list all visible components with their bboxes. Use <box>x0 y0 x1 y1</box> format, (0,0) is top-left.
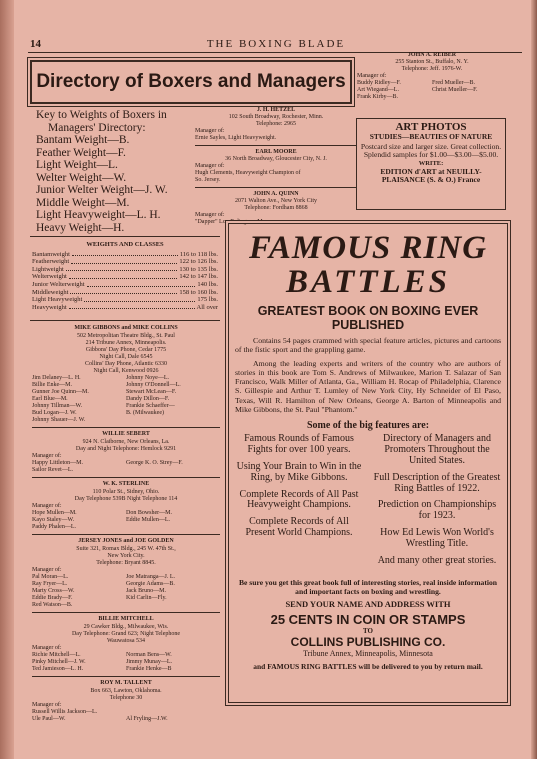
art-photos-edition: EDITION d'ART at NEUILLY-PLAISANCE (S. & O.) France <box>380 166 482 185</box>
weight-key-item: Light Heavyweight—L. H. <box>36 209 161 221</box>
manager-address-line: Telephone: Bryant 8845. <box>96 560 156 566</box>
boxer-row <box>32 666 220 673</box>
boxer-row <box>32 410 220 417</box>
boxer-entry: Richie Mitchell—L. <box>32 652 81 658</box>
middle-managers-column <box>195 104 357 226</box>
boxer-row <box>32 652 220 659</box>
boxer-row <box>32 595 220 602</box>
manager-address-line: Night Call, Kenwood 0926 <box>93 368 159 374</box>
weight-range: 130 to 135 lbs. <box>179 265 218 273</box>
boxer-entry: Johnny Shauer—J. W. <box>32 417 86 423</box>
weight-row <box>32 266 218 274</box>
page-number: 14 <box>30 38 41 50</box>
boxer-entry: Jack Bruno—M. <box>126 588 166 594</box>
boxer-row <box>32 417 220 424</box>
boxer-entry: Norman Bens—W. <box>126 652 172 658</box>
reiber-boxers <box>357 80 507 101</box>
ad-title-line-2: BATTLES <box>285 264 451 300</box>
weights-rows <box>32 251 218 312</box>
manager-label: Manager of: <box>32 702 62 708</box>
weight-row <box>32 296 218 304</box>
manager-name: W. K. STERLINE <box>102 481 150 487</box>
boxer-entry: Paddy Phalen—L. <box>32 524 76 530</box>
manager-label: Russell Willis Jackson—L. <box>32 709 98 715</box>
boxer-row <box>32 396 220 403</box>
manager-address-line: New York City. <box>107 553 145 559</box>
boxer-entry: Georgie Adams—B. <box>126 581 175 587</box>
leader-dots <box>70 289 177 295</box>
boxer-entry: Marty Cross—W. <box>32 588 75 594</box>
boxer-entry: Ted Jamieson—L. H. <box>32 666 84 672</box>
divider <box>195 145 357 146</box>
weight-key-heading-2: Managers' Directory: <box>48 121 146 134</box>
manager-label: Manager of: <box>32 503 62 509</box>
divider <box>32 676 220 677</box>
reiber-address: 255 Stanton St., Buffalo, N. Y. <box>395 59 469 65</box>
weights-table <box>32 241 218 311</box>
boxer-entry: Joe Matranga—J. L. <box>126 574 175 580</box>
manager-label: Manager of: <box>32 645 62 651</box>
ad-features-heading: Some of the big features are: <box>306 420 430 432</box>
manager-line: Manager of: <box>195 128 225 134</box>
boxer-row <box>32 517 220 524</box>
manager-label: Manager of: <box>32 567 62 573</box>
feature-item: Prediction on Championships for 1923. <box>377 499 497 522</box>
leader-dots <box>69 273 177 279</box>
boxer-row <box>32 659 220 666</box>
boxer-row <box>32 375 220 382</box>
boxer-row <box>32 716 220 723</box>
manager-address-line: Wauwatosa 534 <box>106 638 145 644</box>
manager-line: 2071 Walton Ave., New York City <box>235 198 317 204</box>
feature-item: How Ed Lewis Won World's Wrestling Title. <box>380 526 494 549</box>
boxer-row <box>32 574 220 581</box>
boxer-row <box>32 510 220 517</box>
reiber-phone: Telephone: Jeff. 1976-W. <box>401 66 463 72</box>
boxer-entry: Ule Paul—W. <box>32 716 66 722</box>
feature-item: Directory of Managers and Promoters Throughout the United States. <box>382 433 491 466</box>
weight-class: Lightweight <box>32 265 64 273</box>
divider <box>32 477 220 478</box>
manager-address-line: Suite 321, Romax Bldg., 245 W. 47th St., <box>76 546 176 552</box>
ad-features-right <box>373 434 501 572</box>
manager-listing <box>32 616 220 673</box>
manager-line: Manager of: <box>195 163 225 169</box>
manager-address-line: 29 Cawker Bldg., Milwaukee, Wis. <box>83 624 169 630</box>
running-title: THE BOXING BLADE <box>206 38 346 50</box>
page-edge <box>531 0 537 759</box>
ad-title-line-1: FAMOUS RING <box>248 230 488 266</box>
feature-item: Complete Records of All Past Heavyweight Champions. <box>239 488 359 511</box>
ad-company: COLLINS PUBLISHING CO. <box>290 635 446 650</box>
divider <box>32 427 220 428</box>
boxer-entry: Buddy Ridley—F. <box>357 80 401 86</box>
feature-item: Full Description of the Greatest Ring Battles of 1922. <box>373 471 501 494</box>
boxer-entry: Earl Blue—M. <box>32 396 68 402</box>
manager-line: "Dapper" Lou Rolinger—M. <box>195 219 265 225</box>
boxer-entry: Happy Littleton—M. <box>32 460 83 466</box>
manager-line: 36 North Broadway, Gloucester City, N. J. <box>225 156 327 162</box>
leader-dots <box>87 281 196 287</box>
ad-paragraph-2: Among the leading experts and writers of the country who are authors of stories in this book are Tom S. Andrews of Milwaukee, Marion T. Salazar of San Francisco, Walk Miller of Atlanta, Ga., William H. Rocap of Philadelphia, Clarence S. Gillespie and Arthur T. Lumley of New York City, Hy Schneider of El Paso, Texas, Will R. Hamilton of New Orleans, George A. Barton of Minneapolis and Mike Gibbons, the St. Paul "Phantom." <box>235 358 501 415</box>
manager-listing <box>32 680 220 723</box>
boxer-entry: Christ Mueller—F. <box>432 87 478 93</box>
boxer-entry: Stewart McLean—F. <box>126 389 177 395</box>
manager-address-line: Gibbons' Day Phone, Cedar 1775 <box>85 347 167 353</box>
weight-key-item: Middle Weight—M. <box>36 196 130 209</box>
manager-name: BILLIE MITCHELL <box>98 616 154 622</box>
weight-key-heading-1: Key to Weights of Boxers in <box>36 109 167 121</box>
boxer-entry: Pal Moran—L. <box>32 574 69 580</box>
weight-range: 175 lbs. <box>197 296 218 304</box>
boxer-entry <box>432 94 507 101</box>
boxer-row <box>357 94 507 101</box>
weight-class: Bantamweight <box>32 250 70 258</box>
manager-line: Manager of: <box>195 212 225 218</box>
boxer-entry: Johnny Noye—L. <box>126 375 169 381</box>
weight-class: Light Heavyweight <box>32 296 83 304</box>
leader-dots <box>84 296 195 302</box>
boxer-entry: Frankie Henke—B <box>126 666 172 672</box>
manager-address-line: Collins' Day Phone, Atlantic 6330 <box>85 361 167 367</box>
boxer-row <box>32 588 220 595</box>
weight-class: Featherweight <box>32 258 70 266</box>
boxer-entry: Johnny O'Donnell—L. <box>126 382 181 388</box>
ad-features <box>235 434 501 572</box>
weight-range: 122 to 126 lbs. <box>179 258 218 266</box>
manager-listing <box>32 431 220 474</box>
boxer-row <box>32 467 220 474</box>
weight-key-item: Heavy Weight—H. <box>36 221 125 234</box>
manager-address-line: 214 Tribune Annex, Minneapolis. <box>85 340 167 346</box>
manager-name: JERSEY JONES and JOE GOLDEN <box>78 538 174 544</box>
art-photos-body: Postcard size and larger size. Great collection. Splendid samples for $1.00—$3.00—$5.00. <box>360 141 502 160</box>
page-header <box>30 38 522 52</box>
manager-name: ROY M. TALLENT <box>100 680 152 686</box>
boxer-row <box>32 460 220 467</box>
boxer-row <box>32 602 220 609</box>
manager-name: EARL MOORE <box>255 149 297 155</box>
ad-paragraph-3: Be sure you get this great book full of interesting stories, real inside information and important facts on boxing and wrestling. <box>238 578 498 597</box>
boxer-entry: Ray Fryer—L. <box>32 581 68 587</box>
manager-address-line: Night Call, Dale 6545 <box>99 354 153 360</box>
manager-address-line: 110 Polar St., Sidney, Ohio. <box>92 489 160 495</box>
boxer-row <box>32 524 220 531</box>
manager-label: Manager of: <box>32 453 62 459</box>
weight-key-item: Light Weight—L. <box>36 159 118 171</box>
boxer-row <box>32 382 220 389</box>
manager-line: 102 South Broadway, Rochester, Minn. <box>228 114 324 120</box>
boxer-entry: Fred Mueller—B. <box>432 80 475 86</box>
feature-item: Complete Records of All Present World Champions. <box>245 516 353 538</box>
art-photos-write: WRITE: <box>418 159 444 167</box>
boxer-entry: George K. O. Strey—F. <box>126 460 183 466</box>
weight-class: Middleweight <box>32 288 69 296</box>
directory-title-box <box>30 60 352 104</box>
ad-features-left <box>235 434 363 572</box>
manager-listing <box>195 149 357 184</box>
manager-listing <box>32 538 220 609</box>
boxer-entry: Jimmy Munay—L. <box>126 659 172 665</box>
boxer-entry: Johnny Tillman—W. <box>32 403 83 409</box>
boxer-row <box>32 581 220 588</box>
boxer-entry: Sailor Revet—L. <box>32 467 73 473</box>
divider <box>32 612 220 613</box>
manager-line: Telephone: Fordham 8868 <box>244 205 308 211</box>
boxer-row <box>32 389 220 396</box>
boxer-row <box>357 87 507 94</box>
manager-address-line: Day Telephone: Grand 623; Night Telephone <box>71 631 181 637</box>
divider <box>32 534 220 535</box>
weight-range: All over <box>196 303 218 311</box>
reiber-listing <box>357 52 507 101</box>
feature-item: Famous Rounds of Famous Fights for over 100 years. <box>244 433 354 456</box>
weight-row <box>32 281 218 289</box>
leader-dots <box>66 266 178 272</box>
manager-line: Telephone: 2965 <box>255 121 297 127</box>
art-photos-box <box>356 118 506 210</box>
manager-name: JOHN A. QUINN <box>253 191 299 197</box>
boxer-entry <box>126 602 220 609</box>
feature-item: Using Your Brain to Win in the Ring, by Mike Gibbons. <box>236 460 362 483</box>
boxer-entry: Eddie Brady—F. <box>32 595 73 601</box>
weight-range: 142 to 147 lbs. <box>179 273 218 281</box>
manager-listing <box>195 107 357 142</box>
manager-address-line: 924 N. Claiborne, New Orleans, La. <box>82 439 170 445</box>
weight-class: Welterweight <box>32 273 67 281</box>
weight-row <box>32 289 218 297</box>
weight-key-item: Welter Weight—W. <box>36 171 127 184</box>
boxer-entry: Hope Mullen—M. <box>32 510 77 516</box>
boxer-entry: Al Fryling—J.W. <box>126 716 168 722</box>
ad-to: TO <box>363 627 373 636</box>
boxer-entry: Red Watson—B. <box>32 602 73 608</box>
manager-address-line: 502 Metropolitan Theatre Bldg., St. Paul <box>77 333 175 339</box>
page-binding <box>0 0 14 759</box>
boxer-entry: Kid Carlin—Fly. <box>126 595 167 601</box>
weight-row <box>32 258 218 266</box>
weights-heading: WEIGHTS AND CLASSES <box>86 241 164 248</box>
left-managers-column <box>32 322 220 723</box>
ad-price: 25 CENTS IN COIN OR STAMPS <box>270 612 466 628</box>
weight-range: 116 to 118 lbs. <box>179 250 218 258</box>
boxer-entry: Kayo Staley—W. <box>32 517 75 523</box>
weight-range: 140 lbs. <box>197 280 218 288</box>
directory-title: Directory of Boxers and Managers <box>36 71 346 92</box>
manager-line: Ernie Sayles, Light Heavyweight. <box>195 135 277 141</box>
weight-row <box>32 251 218 259</box>
boxer-entry: Dandy Dillon—F. <box>126 396 170 402</box>
manager-name: WILLIE SEBERT <box>102 431 150 437</box>
reiber-manager-label: Manager of: <box>357 73 387 79</box>
boxer-entry: Eddie Mullen—L. <box>126 517 170 523</box>
weight-class: Junior Welterweight <box>32 280 85 288</box>
leader-dots <box>72 251 178 257</box>
ad-paragraph-1: Contains 54 pages crammed with special feature articles, pictures and cartoons of the fistic sport and the grappling game. <box>235 336 501 355</box>
manager-listing <box>32 325 220 424</box>
weight-key-item: Bantam Weight—B. <box>36 134 130 146</box>
manager-address-line: Box 663, Lawton, Oklahoma. <box>90 688 162 694</box>
ad-delivery: and FAMOUS RING BATTLES will be delivered to you by return mail. <box>253 662 483 672</box>
manager-line: So. Jersey. <box>195 177 221 183</box>
manager-name: J. H. HETZEL <box>256 107 296 113</box>
manager-listing <box>32 481 220 531</box>
boxer-row <box>32 403 220 410</box>
ad-address: Tribune Annex, Minneapolis, Minnesota <box>303 649 433 659</box>
weight-key-item: Feather Weight—F. <box>36 146 126 159</box>
boxer-entry: Billie Enke—M. <box>32 382 72 388</box>
boxer-entry: Pinky Mitchell—J. W. <box>32 659 86 665</box>
manager-name: MIKE GIBBONS and MIKE COLLINS <box>74 325 178 331</box>
leader-dots <box>69 304 195 310</box>
leader-dots <box>71 258 177 264</box>
boxer-entry: Bud Logan—J. W. <box>32 410 77 416</box>
weight-range: 158 to 160 lbs. <box>179 288 218 296</box>
art-photos-subtitle: STUDIES—BEAUTIES OF NATURE <box>369 132 493 141</box>
weight-key-item: Junior Welter Weight—J. W. <box>36 184 168 196</box>
boxer-entry: Art Wiegand—L. <box>357 87 399 93</box>
art-photos-title: ART PHOTOS <box>395 121 467 133</box>
boxer-entry: Frankie Schaeffer— <box>126 403 175 409</box>
boxer-entry: Jim Delaney—L. H. <box>32 375 81 381</box>
ad-subtitle: GREATEST BOOK ON BOXING EVER PUBLISHED <box>257 304 479 332</box>
boxer-entry: Don Bowsher—M. <box>126 510 172 516</box>
divider <box>30 320 220 321</box>
manager-address-line: Day Telephone 539B Night Telephone 114 <box>74 496 178 502</box>
feature-item: And many other great stories. <box>377 554 497 566</box>
weight-row <box>32 304 218 312</box>
ad-send-line: SEND YOUR NAME AND ADDRESS WITH <box>285 599 451 610</box>
manager-address-line: Day and Night Telephone: Hemlock 9291 <box>75 446 177 452</box>
reiber-name: JOHN A. REIBER <box>407 52 457 58</box>
boxer-entry: Frank Kirby—B. <box>357 94 398 100</box>
boxer-entry: B. (Milwaukee) <box>126 410 164 416</box>
manager-address-line: Telephone 30 <box>109 695 143 701</box>
boxer-entry <box>126 417 220 424</box>
boxer-entry <box>126 524 220 531</box>
weight-row <box>32 273 218 281</box>
divider <box>30 236 220 237</box>
weight-class: Heavyweight <box>32 303 67 311</box>
boxer-entry <box>126 467 220 474</box>
divider <box>195 187 357 188</box>
boxer-row <box>357 80 507 87</box>
famous-ring-battles-ad <box>225 220 511 706</box>
boxer-entry: Gunner Joe Quinn—M. <box>32 389 89 395</box>
manager-line: Hugh Clements, Heavyweight Champion of <box>195 170 301 176</box>
